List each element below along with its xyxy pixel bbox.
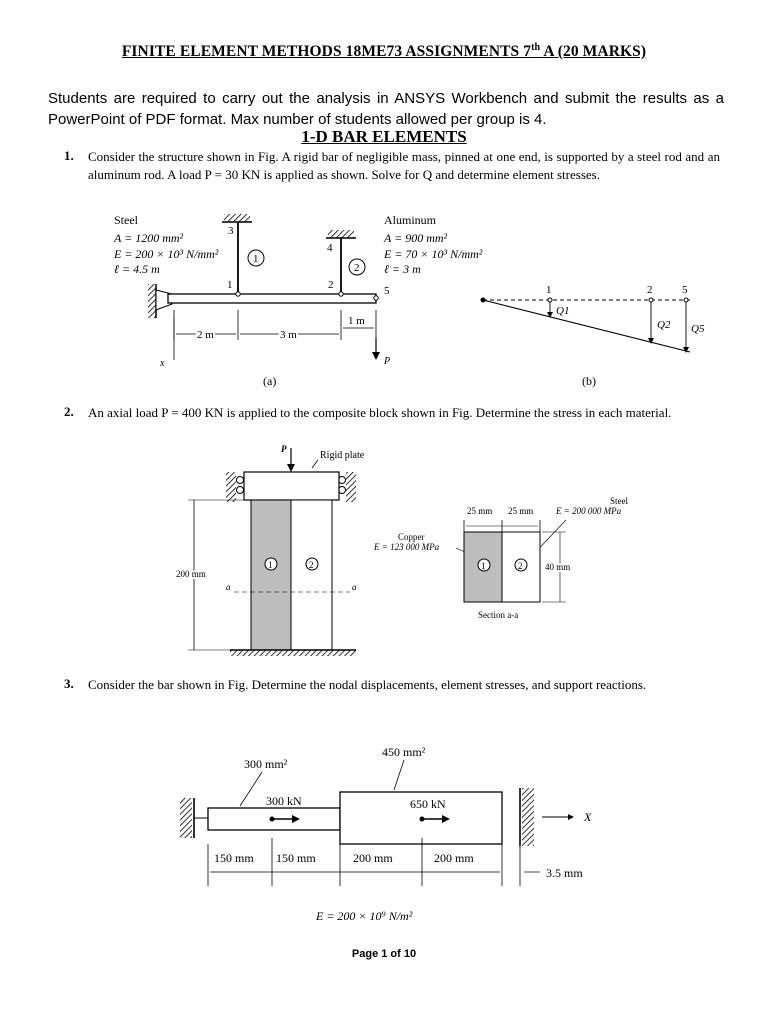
question-2-number: 2.: [64, 404, 74, 419]
fig2-section-element-2: 2: [518, 561, 523, 571]
fig1-element-2: 2: [354, 262, 360, 274]
fig1-wall: [148, 284, 156, 318]
fig1-steel-label: Steel: [114, 213, 138, 227]
fig2-steel-block: [291, 500, 332, 650]
fig1-node-1: 1: [227, 279, 233, 291]
fig2-rigid-plate-shape: [244, 472, 339, 500]
fig1-node-4: 4: [327, 242, 333, 254]
fig1b-caption: (b): [582, 374, 596, 388]
fig1-node-5: 5: [384, 285, 390, 297]
fig2-rigid-plate: Rigid plate: [320, 450, 365, 461]
fig1b-node-1: 1: [546, 284, 552, 296]
fig1b-q2: Q2: [657, 319, 671, 331]
fig2-section-label: Section a-a: [478, 610, 519, 620]
fig1-steel-support: [224, 214, 250, 222]
page-footer: Page 1 of 10: [351, 948, 417, 960]
fig1-load-p: P: [384, 356, 391, 367]
fig3-axis-x: X: [584, 810, 592, 824]
fig2-load-p: P: [281, 444, 287, 454]
fig3-dim-1: 150 mm: [214, 851, 254, 865]
fig1-node-3: 3: [228, 225, 234, 237]
fig2-copper-label: Copper: [398, 532, 425, 542]
fig2-depth: 40 mm: [545, 562, 571, 572]
fig1-axis-x: x: [160, 358, 165, 369]
document-title: FINITE ELEMENT METHODS 18ME73 ASSIGNMENTS 7th A (20 MARKS): [121, 42, 647, 61]
fig1b-q1: Q1: [556, 305, 570, 317]
fig1b-node-5: 5: [682, 284, 688, 296]
fig2-copper-modulus: E = 123 000 MPa: [374, 542, 440, 552]
question-3-number: 3.: [64, 676, 74, 691]
fig2-cut-right: a: [352, 582, 357, 592]
fig1-dim-1m: 1 m: [348, 315, 365, 327]
fig1-alu-support: [328, 230, 354, 238]
fig1b-node-2: 2: [647, 284, 653, 296]
fig1-steel-modulus: E = 200 × 10³ N/mm²: [114, 247, 219, 261]
fig2-steel-modulus: E = 200 000 MPa: [556, 506, 622, 516]
section-heading: 1-D BAR ELEMENTS: [301, 127, 467, 146]
fig3-dim-4: 200 mm: [434, 851, 474, 865]
fig3-load-2: 650 kN: [410, 797, 446, 811]
fig1-dim-3m: 3 m: [280, 329, 297, 341]
intro-paragraph: Students are required to carry out the analysis in ANSYS Workbench and submit the results as a PowerPoint of PDF format. Max number of students allowed per group is 4.: [48, 90, 724, 128]
fig1-alu-modulus: E = 70 × 10³ N/mm²: [384, 247, 483, 261]
fig2-element-1: 1: [268, 560, 273, 570]
fig3-gap: 3.5 mm: [546, 866, 583, 880]
fig3-area-1: 300 mm²: [244, 757, 288, 771]
fig1-node-2: 2: [328, 279, 334, 291]
fig1-alu-label: Aluminum: [384, 213, 437, 227]
fig3-dim-2: 150 mm: [276, 851, 316, 865]
figure-3: [0, 728, 768, 938]
fig2-height: 200 mm: [176, 569, 206, 579]
figure-2: [0, 440, 768, 665]
fig2-steel-label: Steel: [610, 496, 628, 506]
question-2-text: An axial load P = 400 KN is applied to the composite block shown in Fig. Determine the stress in each material.: [88, 405, 672, 420]
fig3-area-2: 450 mm²: [382, 745, 426, 759]
fig1-caption-a: (a): [263, 374, 277, 388]
fig1-steel-area: A = 1200 mm²: [114, 231, 184, 245]
fig2-ground: [230, 650, 356, 656]
fig2-width-1: 25 mm: [467, 506, 493, 516]
fig2-cut-left: a: [226, 582, 231, 592]
fig2-element-2: 2: [309, 560, 314, 570]
figure-1: [0, 200, 768, 395]
question-1-text: Consider the structure shown in Fig. A rigid bar of negligible mass, pinned at one end, is supported by a steel rod and an aluminum rod. A load P = 30 KN is applied as shown. Solve for Q and determine element stresses.: [88, 149, 720, 182]
fig1-dim-2m: 2 m: [197, 329, 214, 341]
fig1b-q5: Q5: [691, 323, 705, 335]
fig1-rigid-bar: [168, 294, 376, 303]
fig1-steel-length: ℓ = 4.5 m: [114, 262, 160, 276]
fig1-element-1: 1: [253, 253, 259, 265]
fig2-section-element-1: 1: [481, 561, 486, 571]
fig3-right-wall: [522, 788, 534, 846]
question-3-text: Consider the bar shown in Fig. Determine the nodal displacements, element stresses, and support reactions.: [88, 677, 647, 692]
fig2-copper-block: [251, 500, 291, 650]
fig3-modulus: E = 200 × 10⁹ N/m²: [316, 909, 413, 923]
fig1-alu-length: ℓ = 3 m: [384, 262, 421, 276]
question-1-number: 1.: [64, 148, 74, 163]
fig3-left-wall: [180, 798, 192, 838]
fig1-alu-area: A = 900 mm²: [384, 231, 448, 245]
fig2-width-2: 25 mm: [508, 506, 534, 516]
fig3-dim-3: 200 mm: [353, 851, 393, 865]
fig3-load-1: 300 kN: [266, 794, 302, 808]
